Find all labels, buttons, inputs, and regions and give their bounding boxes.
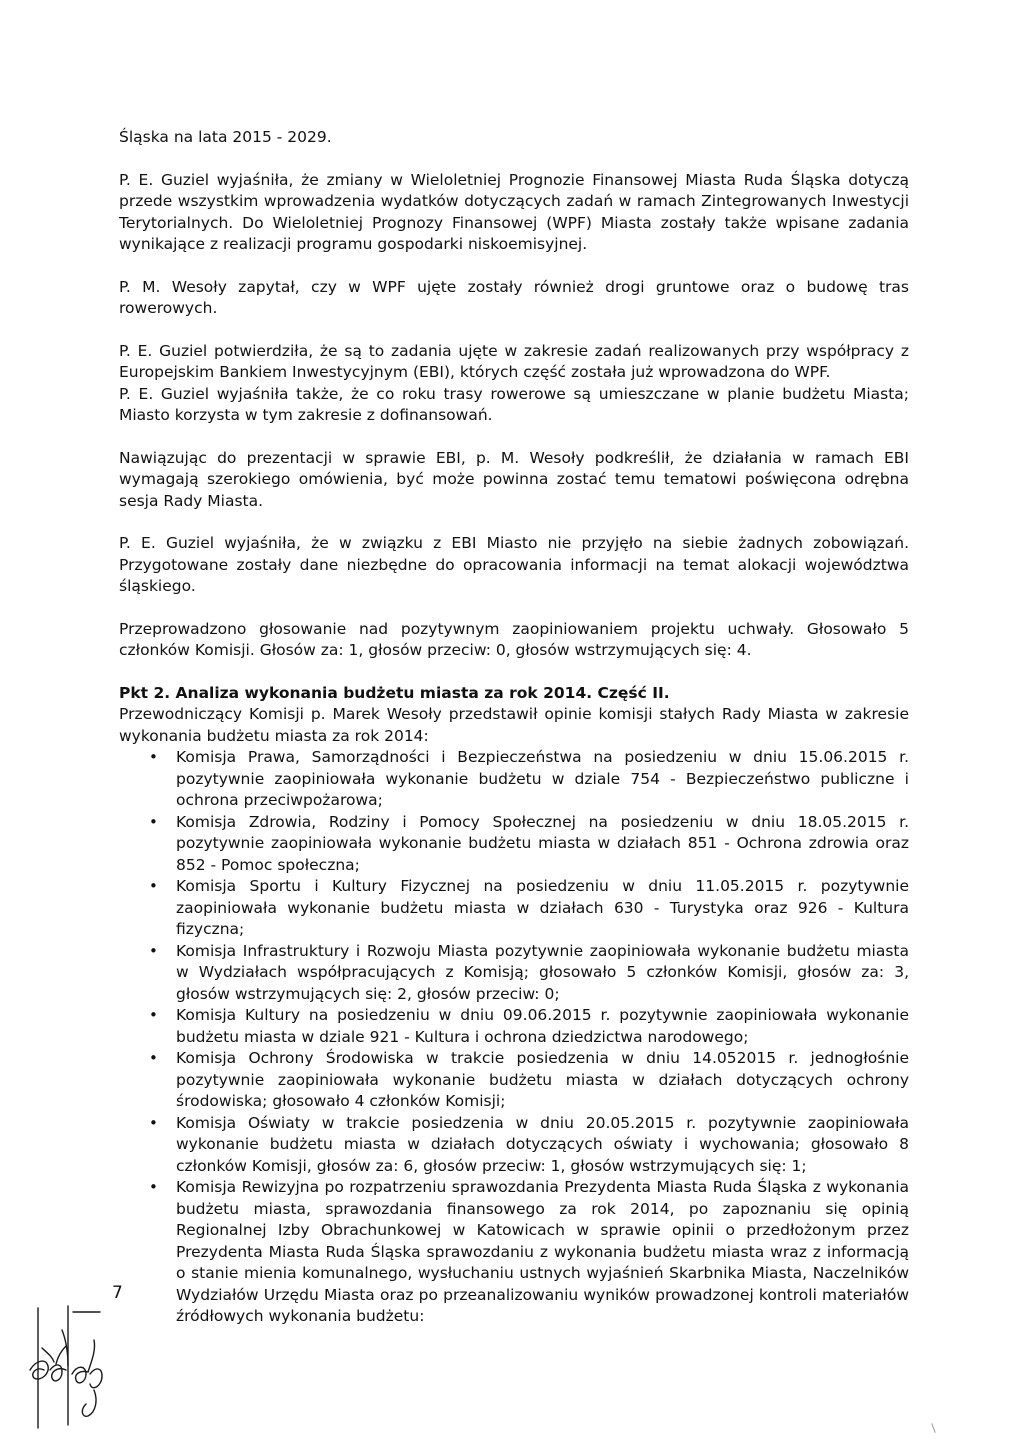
paragraph-guziel-bike-routes: P. E. Guziel wyjaśniła także, że co roku trasy rowerowe są umieszczane w planie budżetu Miasta; Miasto korzysta w tym zakresie z dofinansowań.: [119, 384, 909, 424]
list-item-text: Komisja Ochrony Środowiska w trakcie posiedzenia w dniu 14.052015 r. jednogłośnie pozytywnie zaopiniowała wykonanie budżetu miasta w działach dotyczących ochrony środowiska; głosowało 4 członków Komisji;: [176, 1049, 909, 1110]
list-item-text: Komisja Kultury na posiedzeniu w dniu 09.06.2015 r. pozytywnie zaopiniowała wykonanie budżetu miasta w dziale 921 - Kultura i ochrona dziedzictwa narodowego;: [176, 1006, 909, 1046]
paragraph-vote: Przeprowadzono głosowanie nad pozytywnym zaopiniowaniem projektu uchwały. Głosowało 5 członków Komisji. Głosów za: 1, głosów przeciw: 0, głosów wstrzymujących się: 4.: [119, 619, 909, 659]
committee-opinions-list: [119, 747, 909, 1328]
list-item: [119, 941, 909, 1006]
scan-speck: [931, 1423, 935, 1433]
continuation-line: Śląska na lata 2015 - 2029.: [119, 128, 332, 146]
paragraph-guziel-wpf: P. E. Guziel wyjaśniła, że zmiany w Wieloletniej Prognozie Finansowej Miasta Ruda Śląska dotyczą przede wszystkim wprowadzenia wydatków dotyczących zadań w ramach Zintegrowanych Inwestycji Terytorialnych. Do Wieloletniej Prognozy Finansowej (WPF) Miasta zostały także wpisane zadania wynikające z realizacji programu gospodarki niskoemisyjnej.: [119, 170, 909, 253]
bullet-icon: •: [149, 941, 158, 960]
handwritten-signature: [28, 1300, 138, 1430]
list-item: [119, 1005, 909, 1048]
list-item-text: Komisja Infrastruktury i Rozwoju Miasta pozytywnie zaopiniowała wykonanie budżetu miasta w Wydziałach współpracujących z Komisją; głosowało 5 członków Komisji, głosów za: 3, głosów wstrzymujących się: 2, głosów przeciw: 0;: [176, 941, 909, 1003]
paragraph-guziel-ebi: P. E. Guziel wyjaśniła, że w związku z EBI Miasto nie przyjęło na siebie żadnych zobowiązań. Przygotowane zostały dane niezbędne do opracowania informacji na temat alokacji województwa śląskiego.: [119, 534, 909, 595]
document-body: [119, 127, 909, 1328]
section-heading: [119, 683, 909, 705]
list-item: [119, 1048, 909, 1113]
bullet-icon: •: [149, 1178, 158, 1196]
bullet-icon: •: [149, 877, 158, 895]
list-item-text: Komisja Zdrowia, Rodziny i Pomocy Społecznej na posiedzeniu w dniu 18.05.2015 r. pozytywnie zaopiniowała wykonanie budżetu miasta w działach 851 - Ochrona zdrowia oraz 852 - Pomoc społeczna;: [176, 812, 909, 874]
bullet-icon: •: [149, 1049, 158, 1067]
paragraph-guziel-confirm: P. E. Guziel potwierdziła, że są to zadania ujęte w zakresie zadań realizowanych przy współpracy z Europejskim Bankiem Inwestycyjnym (EBI), których część została już wprowadzona do WPF.: [119, 341, 909, 381]
section-heading-text: Pkt 2. Analiza wykonania budżetu miasta za rok 2014. Część II.: [119, 683, 670, 702]
bullet-icon: •: [149, 812, 158, 831]
list-item-text: Komisja Rewizyjna po rozpatrzeniu sprawozdania Prezydenta Miasta Ruda Śląska z wykonania budżetu miasta, sprawozdania finansowego za rok 2014, po zapoznaniu się opinią Regionalnej Izby Obrachunkowej w Katowicach w sprawie opinii o przedłożonym przez Prezydenta Miasta Ruda Śląska sprawozdaniu z wykonania budżetu miasta wraz z informacją o stanie mienia komunalnego, wysłuchaniu ustnych wyjaśnień Skarbnika Miasta, Naczelników Wydziałów Urzędu Miasta oraz po przeanalizowaniu wyników prowadzonej kontroli materiałów źródłowych wykonania budżetu:: [176, 1178, 909, 1325]
bullet-icon: •: [149, 748, 158, 766]
list-item: [119, 1113, 909, 1178]
list-item-text: Komisja Prawa, Samorządności i Bezpieczeństwa na posiedzeniu w dniu 15.06.2015 r. pozytywnie zaopiniowała wykonanie budżetu w dziale 754 - Bezpieczeństwo publiczne i ochrona przeciwpożarowa;: [176, 748, 909, 809]
paragraph-wesoly-question: P. M. Wesoły zapytał, czy w WPF ujęte zostały również drogi gruntowe oraz o budowę tras rowerowych.: [119, 277, 909, 317]
list-item-text: Komisja Sportu i Kultury Fizycznej na posiedzeniu w dniu 11.05.2015 r. pozytywnie zaopiniowała wykonanie budżetu miasta w działach 630 - Turystyka oraz 926 - Kultura fizyczna;: [176, 877, 909, 938]
bullet-icon: •: [149, 1006, 158, 1024]
paragraph-wesoly-ebi: Nawiązując do prezentacji w sprawie EBI, p. M. Wesoły podkreślił, że działania w ramach EBI wymagają szerokiego omówienia, być może powinna zostać temu tematowi poświęcona odrębna sesja Rady Miasta.: [119, 448, 909, 510]
list-item: [119, 747, 909, 812]
list-item: [119, 812, 909, 877]
list-item: [119, 876, 909, 941]
section-intro: Przewodniczący Komisji p. Marek Wesoły przedstawił opinie komisji stałych Rady Miasta w zakresie wykonania budżetu miasta za rok 2014:: [119, 705, 909, 745]
list-item-text: Komisja Oświaty w trakcie posiedzenia w dniu 20.05.2015 r. pozytywnie zaopiniowała wykonanie budżetu miasta w działach dotyczących oświaty i wychowania; głosowało 8 członków Komisji, głosów za: 6, głosów przeciw: 1, głosów wstrzymujących się: 1;: [176, 1113, 909, 1175]
list-item: [119, 1177, 909, 1328]
page-number: 7: [112, 1283, 123, 1303]
bullet-icon: •: [149, 1113, 158, 1132]
